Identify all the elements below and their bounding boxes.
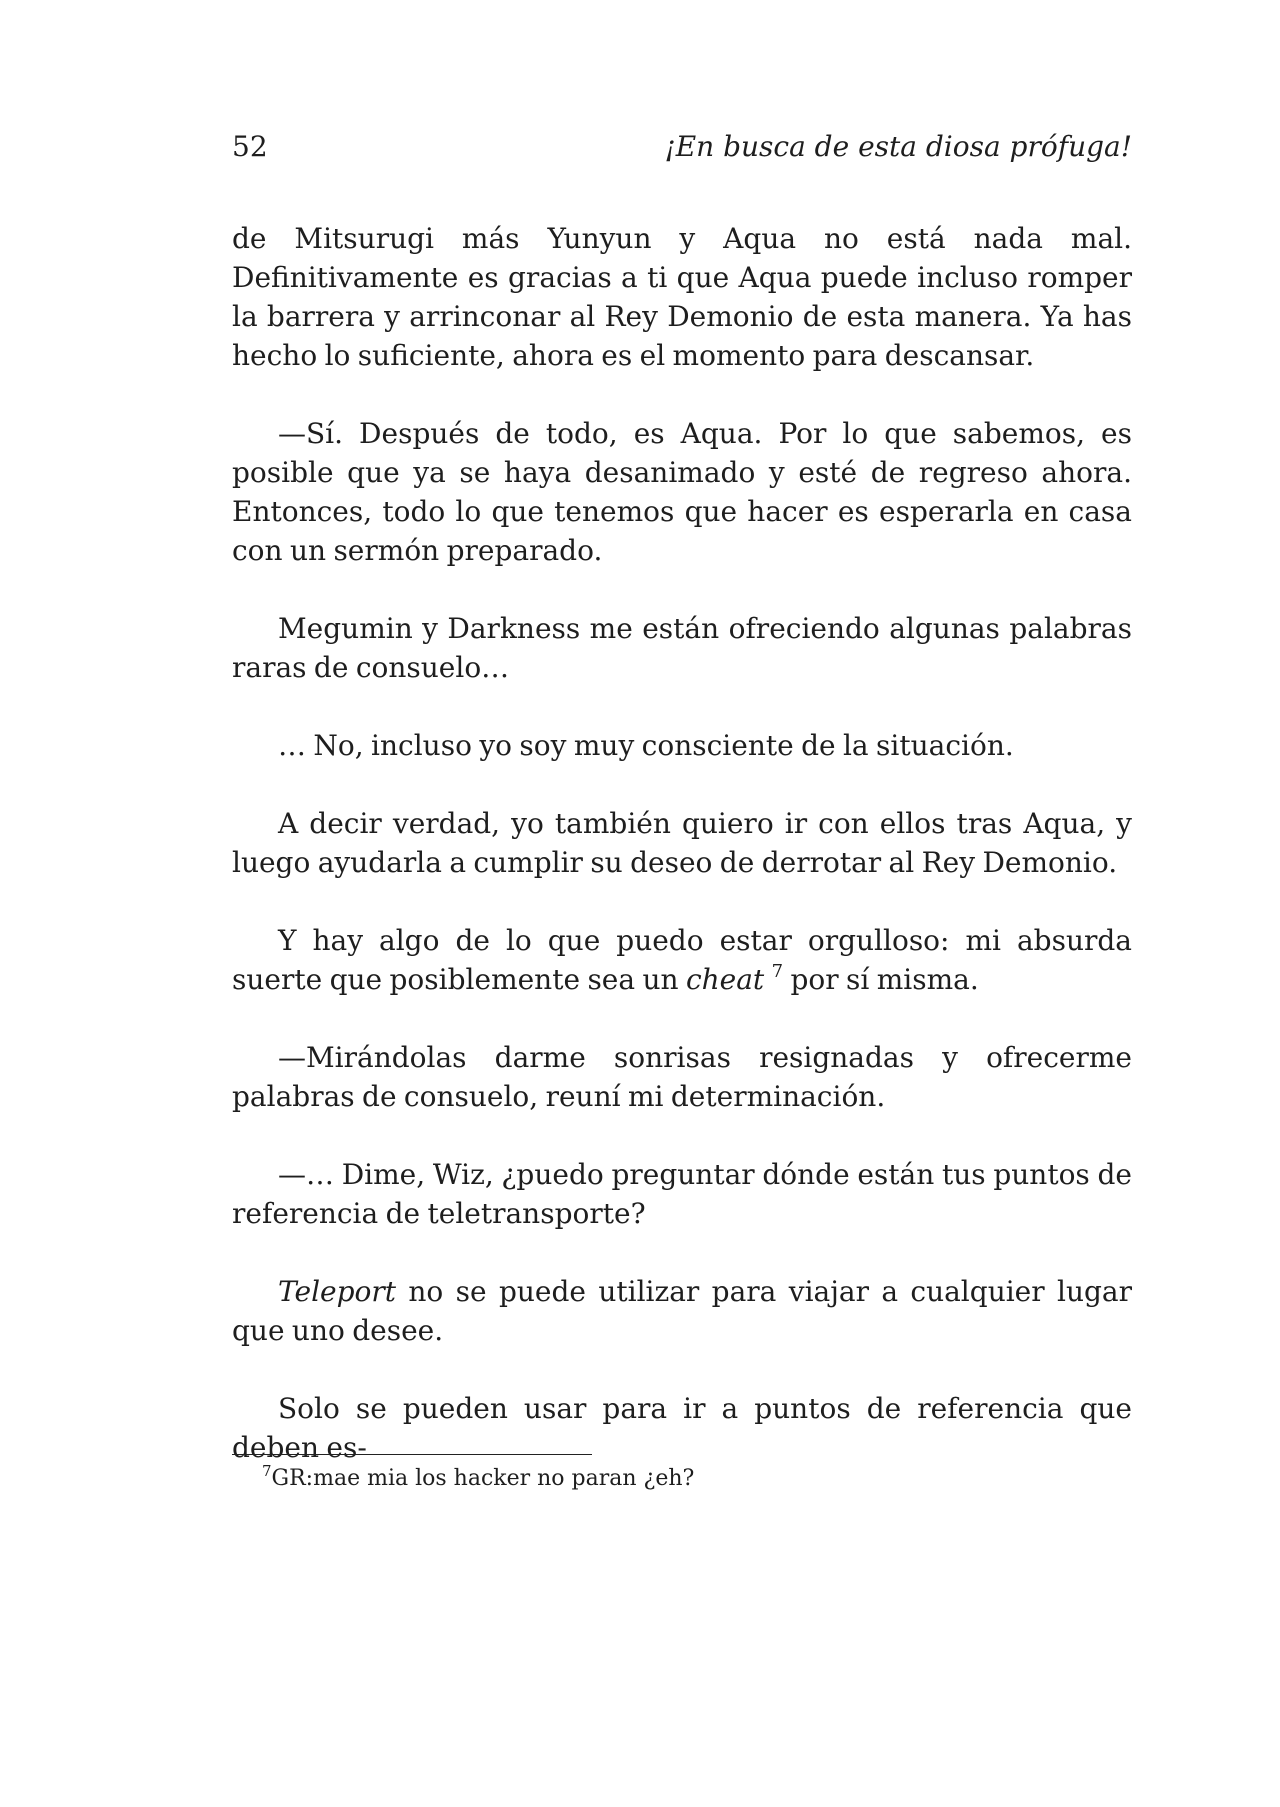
paragraph-1: de Mitsurugi más Yunyun y Aqua no está nada mal. Definitivamente es gracias a ti que Aqua puede incluso romper la barrera y arrinconar al Rey Demonio de esta manera. Ya has hecho lo suficiente, ahora es el momento para descansar.	[232, 222, 1132, 372]
paragraph-6-tail: por sí misma.	[783, 963, 979, 996]
paragraph-10: Solo se pueden usar para ir a puntos de referencia que deben es-	[232, 1392, 1132, 1464]
paragraph-9-italic: Teleport	[278, 1275, 397, 1308]
paragraph-5: A decir verdad, yo también quiero ir con ellos tras Aqua, y luego ayudarla a cumplir su deseo de derrotar al Rey Demonio.	[232, 807, 1132, 879]
paragraph-6-text: Y hay algo de lo que puedo estar orgulloso: mi absurda suerte que posiblemente sea un	[232, 924, 1132, 996]
paragraph-9-text: no se puede utilizar para viajar a cualquier lugar que uno desee.	[232, 1275, 1132, 1347]
footnote-reference: 7	[771, 961, 784, 982]
paragraph-2: —Sí. Después de todo, es Aqua. Por lo que sabemos, es posible que ya se haya desanimado y esté de regreso ahora. Entonces, todo lo que tenemos que hacer es esperarla en casa con un sermón preparado.	[232, 417, 1132, 567]
page-number: 52	[232, 130, 268, 163]
paragraph-3: Megumin y Darkness me están ofreciendo algunas palabras raras de consuelo…	[232, 612, 1132, 684]
paragraph-4: … No, incluso yo soy muy consciente de la situación.	[278, 729, 1014, 762]
paragraph-7: —Mirándolas darme sonrisas resignadas y ofrecerme palabras de consuelo, reuní mi determinación.	[232, 1041, 1132, 1113]
paragraph-6	[232, 921, 1132, 999]
paragraph-9	[232, 1272, 1132, 1350]
paragraph-6-italic: cheat	[685, 963, 765, 996]
page-body	[232, 219, 1132, 1467]
footnote	[262, 1464, 694, 1494]
running-title: ¡En busca de esta diosa prófuga!	[664, 130, 1132, 163]
footnote-text: GR:mae mia los hacker no paran ¿eh?	[271, 1466, 695, 1491]
footnote-marker: 7	[262, 1462, 272, 1480]
paragraph-8: —… Dime, Wiz, ¿puedo preguntar dónde están tus puntos de referencia de teletransporte?	[232, 1158, 1132, 1230]
footnote-divider	[232, 1454, 592, 1455]
page-header	[232, 130, 1132, 170]
